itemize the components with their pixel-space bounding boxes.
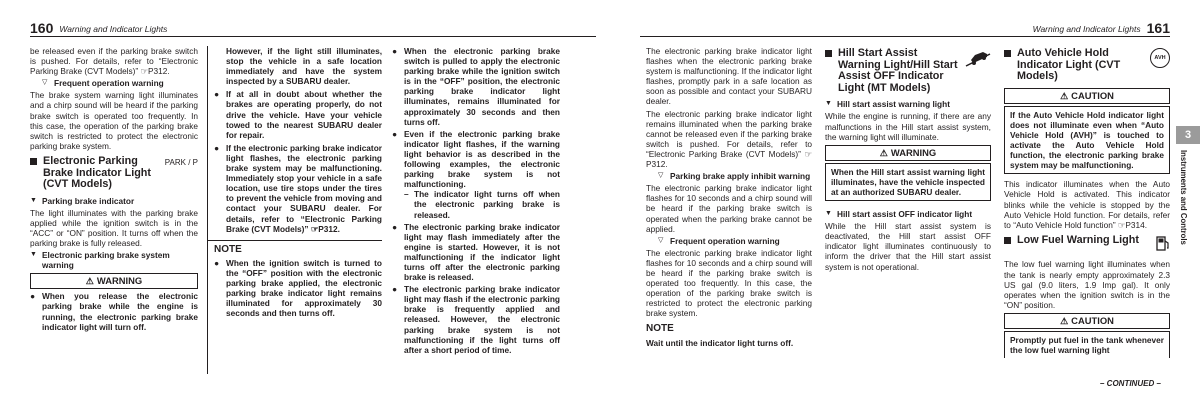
col3-dash-1-text: The indicator light turns off when the electronic parking brake is released.: [414, 189, 560, 220]
col2-note-bullet: [214, 258, 382, 319]
col4-note-label: NOTE: [646, 323, 674, 335]
fuel-pump-icon: [1156, 235, 1170, 255]
col4-inhibit-heading: [658, 171, 812, 181]
triangle-outline-icon: ▽: [658, 236, 664, 244]
square-bullet-icon: [30, 158, 37, 165]
col5-sub2-heading: [825, 209, 991, 219]
column-2: [214, 46, 382, 318]
col3-bullet-3-text: The electronic parking brake indicator light may flash immediately after the engine is started. However, it is not malfunctioning if the indicator light turns off after the electronic parking brake is released.: [404, 221, 560, 283]
col4-freq-heading-text: Frequent operation warning: [670, 235, 780, 246]
right-page-number: 161: [1146, 20, 1170, 36]
col6-p1: This indicator illuminates when the Auto Vehicle Hold is activated. This indicator blinks while the vehicle is stopped by the Auto Vehicle Hold function. For details, refer to “Auto Vehicle Hold function” ☞P314.: [1004, 179, 1170, 230]
col5-warning-bar: [825, 145, 991, 161]
col2-cont-text: However, if the light still illuminates, stop the vehicle in a safe location immediately and have the system inspected by a SUBARU dealer.: [226, 46, 382, 87]
epb-indicator-section-title: [30, 156, 198, 191]
park-indicator-icon: [165, 157, 198, 169]
low-fuel-title-text: Low Fuel Warning Light: [1017, 233, 1139, 246]
col6-p2: The low fuel warning light illuminates when the tank is nearly empty approximately 2.3 US gal (9.0 liters, 1.9 Imp gal). It only operates when the ignition switch is in the “ON” position.: [1004, 259, 1170, 310]
bullet-dot-icon: ●: [30, 291, 36, 302]
col1-sub2-heading: [30, 250, 198, 270]
square-bullet-icon: [825, 50, 832, 57]
col6-caution-label-1: CAUTION: [1071, 89, 1114, 101]
col5-sub2-text: While the Hill start assist system is deactivated, the Hill start assist OFF indicator light illuminates continuously to inform the driver that the Hill start assist system is not operational.: [825, 221, 991, 272]
col1-warning-bullet: [30, 291, 198, 331]
column-3: [392, 46, 560, 355]
bullet-dot-icon: ●: [214, 257, 220, 268]
chapter-tab-label: [1180, 150, 1196, 280]
bullet-dot-icon: ●: [392, 284, 398, 295]
square-bullet-icon: [1004, 50, 1011, 57]
hill-start-title-text: Hill Start Assist Warning Light/Hill Start Assist OFF Indicator Light (MT Models): [838, 47, 958, 94]
triangle-solid-icon: ▼: [825, 100, 832, 108]
col5-sub1-heading-text: Hill start assist warning light: [837, 99, 950, 110]
avh-title-text: Auto Vehicle Hold Indicator Light (CVT Models): [1017, 47, 1121, 83]
right-page-header: [640, 14, 1170, 37]
col3-bullet-1-text: When the electronic parking brake switch is pulled to apply the electronic parking brake while the ignition switch is in the “OFF” position, the electronic parking brake indicator light illuminates, remains illuminated for approximately 30 seconds and then turns off.: [404, 46, 560, 127]
column-4: [646, 46, 812, 350]
warning-triangle-icon: ⚠: [879, 147, 888, 158]
col3-bullet-1: [392, 46, 560, 127]
bullet-dot-icon: ●: [392, 46, 398, 56]
triangle-outline-icon: ▽: [658, 172, 664, 180]
epb-section-title-text: Electronic Parking Brake Indicator Light (CVT Models): [43, 154, 151, 191]
column-6: [1004, 46, 1170, 358]
col1-freq-heading: [42, 78, 198, 88]
col6-caution-bar-1: [1004, 88, 1170, 104]
continued-label: – CONTINUED –: [1100, 379, 1161, 388]
col4-note-text: Wait until the indicator light turns off.: [646, 337, 794, 348]
square-bullet-icon: [1004, 237, 1011, 244]
col3-bullet-2-text: Even if the electronic parking brake indicator light flashes, if the warning light behavior is as described in the following examples, the electronic parking brake system is not malfunctioning.: [404, 128, 560, 190]
col1-sub2-heading-text: Electronic parking brake system warning: [42, 250, 170, 271]
col4-freq-text: The electronic parking brake indicator light flashes for 10 seconds and a chirp sound will be heard if the parking brake switch is operated too frequently. In this case, the operation of the parking brake switch is restricted to protect the electronic parking brake system.: [646, 247, 812, 319]
col1-sub1-heading: [30, 196, 198, 206]
chapter-tab-label-text: Instruments and Controls: [1179, 150, 1188, 245]
bullet-dot-icon: ●: [392, 128, 398, 139]
hill-start-section-title: [825, 48, 991, 94]
column-1: [30, 46, 198, 332]
col3-bullet-4: [392, 284, 560, 355]
avh-indicator-icon: [1150, 48, 1170, 68]
col1-warning-bar: [30, 273, 198, 289]
caution-triangle-icon: ⚠: [1060, 315, 1069, 326]
low-fuel-section-title: [1004, 235, 1170, 255]
chapter-tab-number: 3: [1176, 126, 1200, 144]
col2-bullet-1: [214, 89, 382, 139]
bullet-dot-icon: ●: [392, 221, 398, 232]
col4-freq-heading: [658, 236, 812, 246]
col5-sub1-heading: [825, 99, 991, 109]
col1-warning-label: WARNING: [96, 275, 143, 287]
col1-warning-bullet-text: When you release the electronic parking brake while the engine is running, the electronic parking brake indicator light will turn off.: [42, 291, 198, 332]
col3-dash-1: – The indicator light turns off when the electronic parking brake is released.: [404, 189, 560, 220]
hill-car-icon: [965, 48, 991, 68]
right-page-title: Warning and Indicator Lights: [1032, 24, 1141, 34]
col5-warning-box: When the Hill start assist warning light illuminates, have the vehicle inspected at an authorized SUBARU dealer.: [825, 163, 991, 201]
col1-freq-text: The brake system warning light illuminates and a chirp sound will be heard if the parking brake switch is operated too frequently. In this case, the operation of the parking brake switch is restricted to protect the electronic parking brake system.: [30, 90, 198, 151]
avh-icon-label: AVH: [1150, 48, 1170, 68]
col6-caution-bar-2: [1004, 313, 1170, 329]
triangle-solid-icon: ▼: [30, 251, 37, 259]
bullet-dot-icon: ●: [214, 142, 220, 153]
fuel-icon: [1156, 235, 1170, 251]
col3-bullet-4-text: The electronic parking brake indicator light may flash if the electronic parking brake is frequently applied and released. However, the electronic parking brake system is not malfunctioning if the light turns off after a short period of time.: [404, 284, 560, 355]
col6-caution-box-2: Promptly put fuel in the tank whenever the low fuel warning light: [1004, 331, 1170, 358]
col6-caution-box-1: If the Auto Vehicle Hold indicator light does not illuminate even when “Auto Vehicle Hold (AVH)” is touched to activate the Auto Vehicle Hold function, the electronic parking brake system may be malfunctioning.: [1004, 106, 1170, 175]
col1-sub1-text: The light illuminates with the parking brake applied while the ignition switch is in the “ACC” or “ON” position. It turns off when the parking brake is fully released.: [30, 207, 198, 249]
col5-warning-label: WARNING: [890, 146, 937, 158]
warning-triangle-icon: ⚠: [85, 276, 94, 287]
col4-inhibit-heading-text: Parking brake apply inhibit warning: [670, 171, 811, 182]
col2-bullet-1-text: If at all in doubt about whether the brakes are operating properly, do not drive the vehicle. Have your vehicle towed to the nearest SUBARU dealer for repair.: [226, 89, 382, 140]
triangle-outline-icon: ▽: [42, 79, 48, 87]
col1-freq-heading-text: Frequent operation warning: [54, 78, 164, 89]
hill-start-assist-icon: [965, 48, 991, 72]
park-icon-label: PARK / P: [164, 157, 198, 167]
col4-inhibit-text: The electronic parking brake indicator light flashes for 10 seconds and a chirp sound will be heard if the parking brake switch is operated when the parking brake cannot be applied.: [646, 183, 812, 234]
col1-intro: be released even if the parking brake switch is pushed. For details, refer to “Electronic Parking Brake (CVT Models)” ☞P312.: [30, 46, 198, 77]
col4-p1: The electronic parking brake indicator light flashes when the electronic parking brake system is malfunctioning. If the indicator light flashes, promptly park in a safe location as soon as possible and contact your SUBARU dealer.: [646, 46, 812, 107]
col5-sub1-text: While the engine is running, if there are any malfunctions in the Hill start assist system, the warning light will illuminate.: [825, 111, 991, 142]
col5-sub2-heading-text: Hill start assist OFF indicator light: [837, 209, 973, 220]
col2-bullet-2: [214, 143, 382, 234]
col2-note-label: NOTE: [207, 240, 382, 255]
col4-p2: The electronic parking brake indicator light remains illuminated when the parking brake cannot be released even if the parking brake switch is pushed. For details, refer to “Electronic Parking Brake (CVT Models)” ☞P312.: [646, 108, 812, 170]
col2-bullet-2-text: If the electronic parking brake indicator light flashes, the electronic parking brake system may be malfunctioning. Immediately stop your vehicle in a safe location, use tire stops under the tires to prevent the vehicle from moving and contact your SUBARU dealer. For details, refer to “Electronic Parking Brake (CVT Models)” ☞P312.: [226, 142, 382, 234]
triangle-solid-icon: ▼: [30, 196, 37, 204]
col2-note-bullet-text: When the ignition switch is turned to the “OFF” position with the electronic parking brake applied, the electronic parking brake indicator light remains illuminated for approximately 30 seconds and then turns off.: [226, 257, 382, 319]
col3-bullet-2: [392, 129, 560, 190]
column-5: [825, 46, 991, 274]
col2-cont: [214, 46, 382, 86]
col3-bullet-3: [392, 222, 560, 283]
triangle-solid-icon: ▼: [825, 210, 832, 218]
column-divider: [207, 46, 208, 374]
bullet-dot-icon: ●: [214, 89, 220, 100]
left-page-title: Warning and Indicator Lights: [59, 24, 168, 34]
avh-section-title: [1004, 48, 1170, 83]
col1-sub1-heading-text: Parking brake indicator: [42, 195, 135, 206]
caution-triangle-icon: ⚠: [1060, 90, 1069, 101]
left-page-number: 160: [30, 20, 54, 36]
left-page-header: [30, 14, 596, 37]
col6-caution-label-2: CAUTION: [1071, 314, 1114, 326]
